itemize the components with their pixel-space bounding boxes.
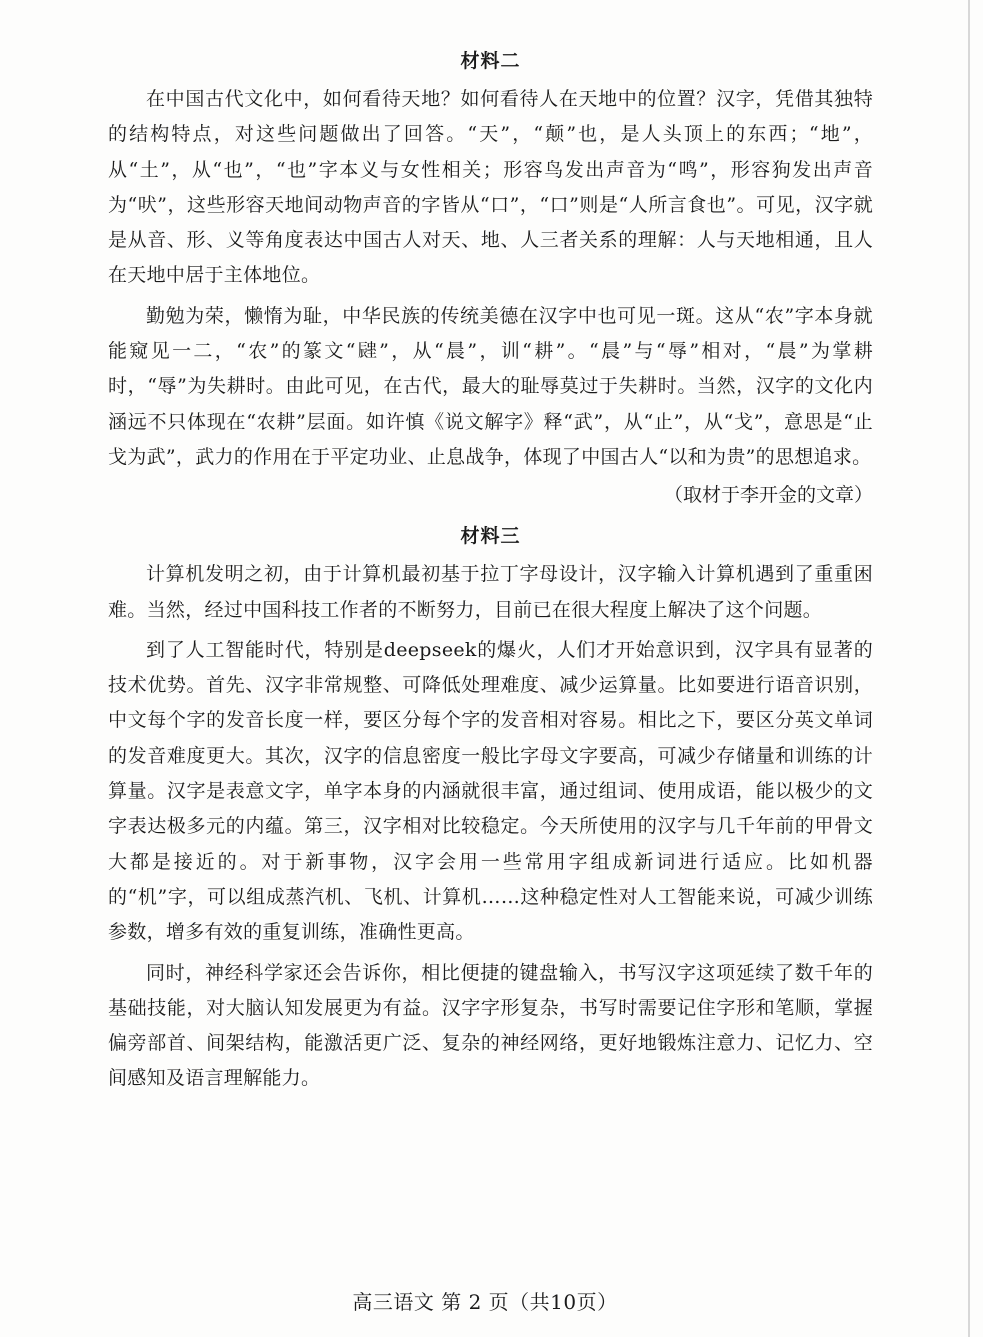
material-two-section bbox=[108, 44, 873, 513]
material-three-section bbox=[108, 519, 873, 1096]
material-two-source: （取材于李开金的文章） bbox=[663, 484, 873, 507]
material-three-paragraph-2: 到了人工智能时代，特别是deepseek的爆火，人们才开始意识到，汉字具有显著的技术优势。首先、汉字非常规整、可降低处理难度、减少运算量。比如要进行语音识别，中文每个字的发音长度一样，要区分每个字的发音相对容易。相比之下，要区分英文单词的发音难度更大。其次，汉字的信息密度一般比字母文字要高，可减少存储量和训练的计算量。汉字是表意文字，单字本身的内涵就很丰富，通过组词、使用成语，能以极少的文字表达极多元的内蕴。第三，汉字相对比较稳定。今天所使用的汉字与几千年前的甲骨文大都是接近的。对于新事物，汉字会用一些常用字组成新词进行适应。比如机器的“机”字，可以组成蒸汽机、飞机、计算机……这种稳定性对人工智能来说，可减少训练参数，增多有效的重复训练，准确性更高。 bbox=[108, 638, 873, 944]
material-two-title: 材料二 bbox=[460, 50, 521, 72]
material-three-paragraph-3: 同时，神经科学家还会告诉你，相比便捷的键盘输入，书写汉字这项延续了数千年的基础技能，对大脑认知发展更为有益。汉字字形复杂，书写时需要记住字形和笔顺，掌握偏旁部首、间架结构，能激活更广泛、复杂的神经网络，更好地锻炼注意力、记忆力、空间感知及语言理解能力。 bbox=[108, 961, 873, 1090]
material-three-title: 材料三 bbox=[460, 525, 521, 548]
material-two-paragraph-2: 勤勉为荣，懒惰为耻，中华民族的传统美德在汉字中也可见一斑。这从“农”字本身就能窥见一二，“农”的篆文“𨑉”，从“晨”，训“耕”。“晨”与“辱”相对，“晨”为掌耕时，“辱”为失耕时。由此可见，在古代，最大的耻辱莫过于失耕时。当然，汉字的文化内涵远不只体现在“农耕”层面。如许慎《说文解字》释“武”，从“止”，从“戈”，意思是“止戈为武”，武力的作用在于平定功业、止息战争，体现了中国古人“以和为贵”的思想追求。 bbox=[108, 304, 873, 468]
page-footer: 高三语文 第 2 页（共10页） bbox=[352, 1290, 618, 1314]
document-body bbox=[108, 44, 873, 1097]
material-two-paragraph-1: 在中国古代文化中，如何看待天地？如何看待人在天地中的位置？汉字，凭借其独特的结构特点，对这些问题做出了回答。“天”，“颠”也，是人头顶上的东西；“地”，从“土”，从“也”，“也”字本义与女性相关；形容鸟发出声音为“鸣”，形容狗发出声音为“吠”，这些形容天地间动物声音的字皆从“口”，“口”则是“人所言食也”。可见，汉字就是从音、形、义等角度表达中国古人对天、地、人三者关系的理解：人与天地相通，且人在天地中居于主体地位。 bbox=[108, 88, 873, 287]
material-three-paragraph-1: 计算机发明之初，由于计算机最初基于拉丁字母设计，汉字输入计算机遇到了重重困难。当然，经过中国科技工作者的不断努力，目前已在很大程度上解决了这个问题。 bbox=[108, 563, 873, 621]
